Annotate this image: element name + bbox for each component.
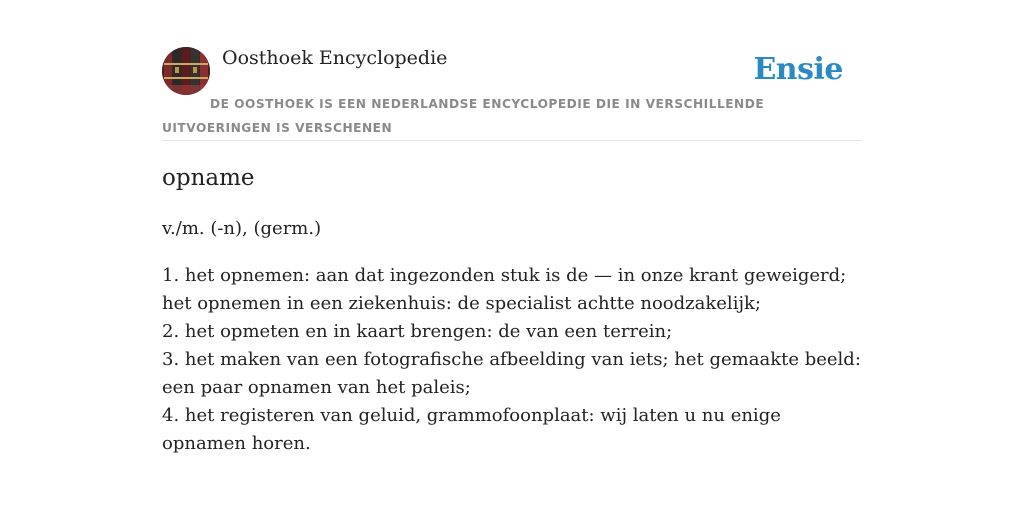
definition-item: 3. het maken van een fotografische afbeelding van iets; het gemaakte beeld: een paar opnamen van het paleis;	[162, 349, 861, 398]
definition-item: 2. het opmeten en in kaart brengen: de van een terrein;	[162, 321, 673, 342]
source-description: DE OOSTHOEK IS EEN NEDERLANDSE ENCYCLOPEDIE DIE IN VERSCHILLENDE UITVOERINGEN IS VERSCHENEN	[162, 97, 765, 135]
entry-content	[162, 162, 862, 458]
source-avatar[interactable]	[162, 47, 210, 95]
entry-term: opname	[162, 165, 255, 191]
entry-definitions	[162, 262, 862, 458]
brand-logo[interactable]: Ensie	[753, 52, 843, 87]
source-title[interactable]: Oosthoek Encyclopedie	[222, 47, 448, 69]
definition-item: 1. het opnemen: aan dat ingezonden stuk is de — in onze krant geweigerd; het opnemen in een ziekenhuis: de specialist achtte noodzakelijk;	[162, 265, 847, 314]
book-spines-icon	[162, 47, 210, 95]
definition-item: 4. het registeren van geluid, grammofoonplaat: wij laten u nu enige opnamen horen.	[162, 405, 781, 454]
source-header	[162, 46, 862, 141]
entry-grammar: v./m. (-n), (germ.)	[162, 218, 322, 239]
